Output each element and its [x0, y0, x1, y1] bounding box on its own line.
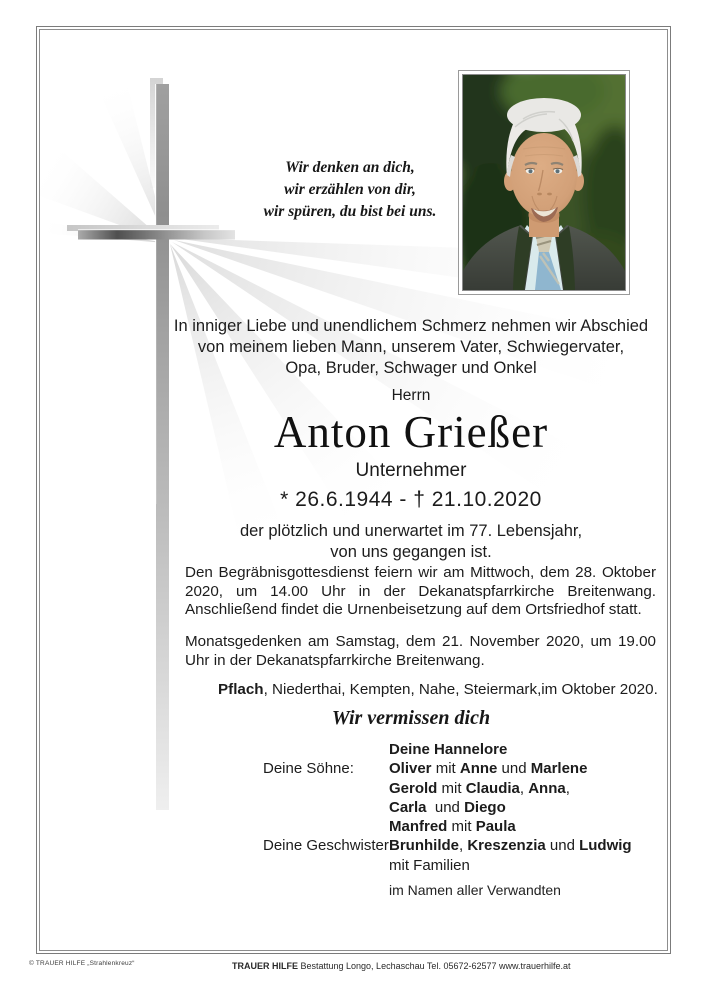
- service-details: [185, 564, 656, 671]
- family-row: [263, 836, 632, 855]
- family-names: Carla und Diego: [389, 798, 506, 816]
- funeral-service-paragraph: Den Begräbnisgottesdienst feiern wir am Mittwoch, dem 28. Oktober 2020, um 14.00 Uhr in der Dekanatspfarrkirche Breitenwang. Anschließend findet die Urnenbeisetzung auf dem Ortsfriedhof statt.: [185, 564, 656, 619]
- honorific: Herrn: [391, 387, 431, 404]
- memorial-verse: [216, 157, 484, 223]
- birth-death-dates: * 26.6.1944 - † 21.10.2020: [280, 488, 542, 511]
- funeral-home-imprint: TRAUER HILFE Bestattung Longo, Lechaschau Tel. 05672-62577 www.trauerhilfe.at: [232, 961, 571, 971]
- verse-line: wir erzählen von dir,: [284, 181, 416, 198]
- family-names: Oliver mit Anne und Marlene: [389, 760, 588, 778]
- intro-line: Opa, Bruder, Schwager und Onkel: [285, 359, 537, 377]
- verse-line: wir spüren, du bist bei uns.: [263, 203, 437, 220]
- family-names: Brunhilde, Kreszenzia und Ludwig: [389, 837, 632, 855]
- photo-mat: [462, 74, 626, 291]
- family-list: [263, 740, 632, 875]
- farewell-phrase: Wir vermissen dich: [331, 707, 491, 729]
- closing-line: im Namen aller Verwandten: [389, 882, 561, 899]
- family-row: [263, 759, 632, 778]
- intro-line: In inniger Liebe und unendlichem Schmerz nehmen wir Abschied: [173, 317, 649, 335]
- family-names: Deine Hannelore: [389, 741, 508, 758]
- places-date-line: Pflach, Niederthai, Kempten, Nahe, Steiermark,im Oktober 2020.: [218, 681, 658, 698]
- family-section: [263, 740, 632, 900]
- family-relation-label: [263, 817, 389, 836]
- family-row: [263, 798, 632, 817]
- family-names: mit Familien: [389, 856, 470, 874]
- family-names: Gerold mit Claudia, Anna,: [389, 779, 570, 797]
- family-row: [263, 817, 632, 836]
- deceased-name: Anton Grießer: [273, 407, 549, 457]
- announcement-column: [151, 316, 671, 563]
- family-names: Manfred mit Paula: [389, 818, 516, 836]
- family-relation-label: [263, 856, 389, 875]
- family-relation-label: [263, 779, 389, 798]
- family-row: [263, 740, 632, 759]
- passing-line: von uns gegangen ist.: [330, 543, 492, 561]
- design-credit: © TRAUER HILFE „Strahlenkreuz“: [29, 960, 135, 967]
- family-relation-label: Deine Geschwister:: [263, 837, 394, 855]
- passing-line: der plötzlich und unerwartet im 77. Lebensjahr,: [239, 522, 583, 540]
- verse-line: Wir denken an dich,: [285, 159, 415, 176]
- family-relation-label: Deine Söhne:: [263, 760, 354, 778]
- family-relation-label: [263, 798, 389, 817]
- intro-line: von meinem lieben Mann, unserem Vater, Schwiegervater,: [197, 338, 625, 356]
- portrait-photo: [463, 75, 625, 290]
- monthly-memorial-paragraph: Monatsgedenken am Samstag, dem 21. November 2020, um 19.00 Uhr in der Dekanatspfarrkirche Breitenwang.: [185, 633, 656, 669]
- family-row: [263, 779, 632, 798]
- family-relation-label: [263, 740, 389, 759]
- profession: Unternehmer: [355, 460, 467, 481]
- family-row: [263, 856, 632, 875]
